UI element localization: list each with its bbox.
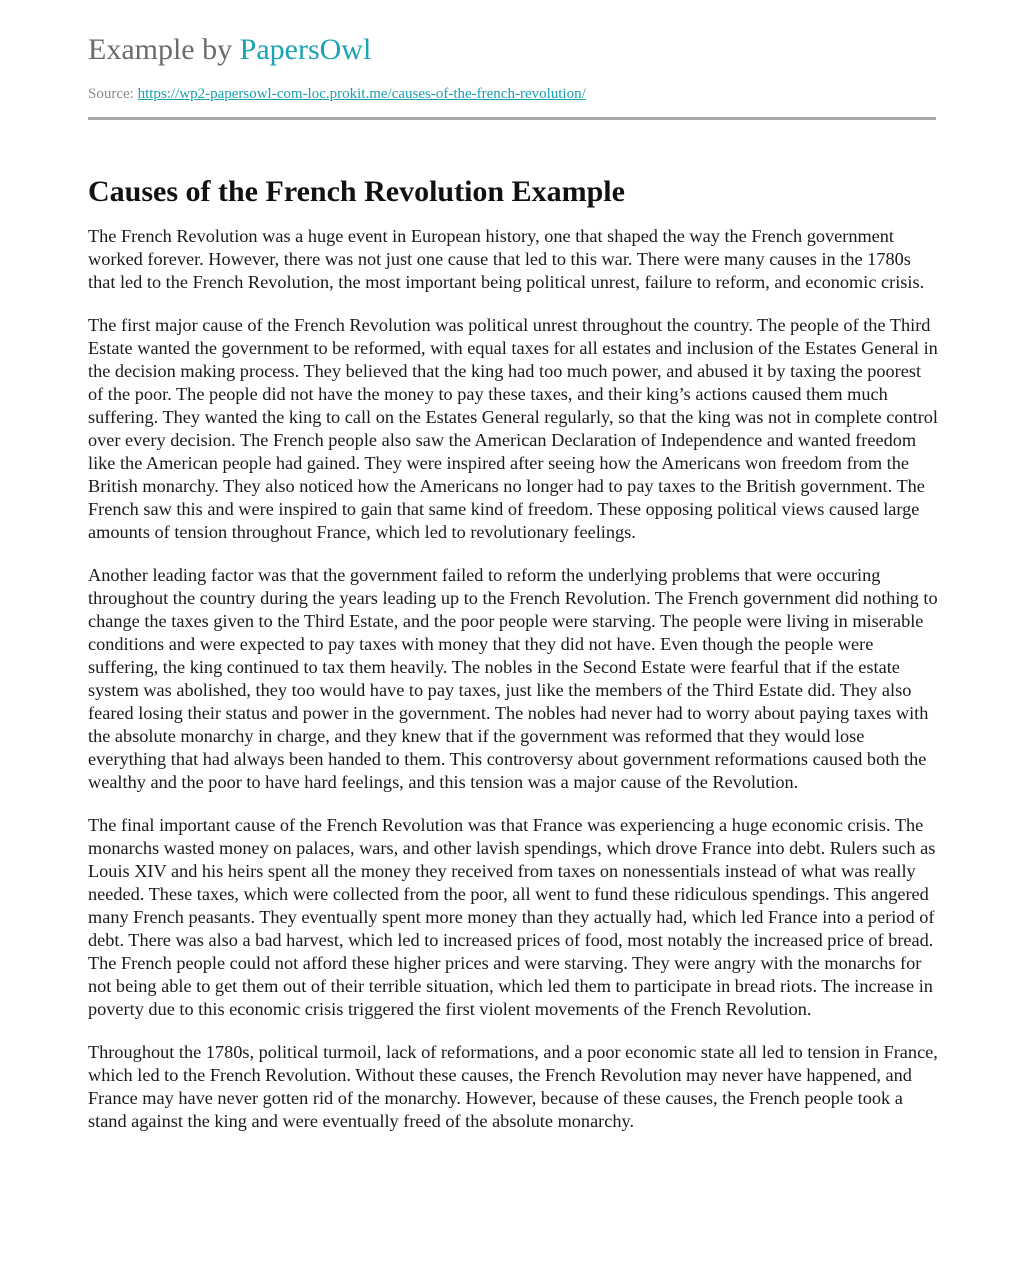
- header-divider: [88, 117, 936, 120]
- brand-prefix: Example by: [88, 33, 240, 66]
- paragraph-5: Throughout the 1780s, political turmoil, lack of reformations, and a poor economic state all led to tension in France, which led to the French Revolution. Without these causes, the French Revolution may never have happened, and France may have never gotten rid of the monarchy. However, because of these causes, the French people took a stand against the king and were eventually freed of the absolute monarchy.: [88, 1042, 938, 1131]
- paragraph-3: Another leading factor was that the government failed to reform the underlying problems that were occuring throughout the country during the years leading up to the French Revolution. The French government did nothing to change the taxes given to the Third Estate, and the poor people were starving. The people were living in miserable conditions and were expected to pay taxes with money that they did not have. Even though the people were suffering, the king continued to tax them heavily. The nobles in the Second Estate were fearful that if the estate system was abolished, they too would have to pay taxes, just like the members of the Third Estate did. They also feared losing their status and power in the government. The nobles had never had to worry about paying taxes with the absolute monarchy in charge, and they knew that if the government was reformed that they would lose everything that had always been handed to them. This controversy about government reformations caused both the wealthy and the poor to have hard feelings, and this tension was a major cause of the Revolution.: [88, 565, 938, 792]
- brand-name: PapersOwl: [239, 33, 372, 66]
- document-body: [88, 225, 938, 1133]
- paragraph-4: The final important cause of the French Revolution was that France was experiencing a huge economic crisis. The monarchs wasted money on palaces, wars, and other lavish spendings, which drove France into debt. Rulers such as Louis XIV and his heirs spent all the money they received from taxes on nonessentials instead of what was really needed. These taxes, which were collected from the poor, all went to fund these ridiculous spendings. This angered many French peasants. They eventually spent more money than they actually had, which led France into a period of debt. There was also a bad harvest, which led to increased prices of food, most notably the increased price of bread. The French people could not afford these higher prices and were starving. They were angry with the monarchs for not being able to get them out of their terrible situation, which led them to participate in bread riots. The increase in poverty due to this economic crisis triggered the first violent movements of the French Revolution.: [88, 815, 936, 1019]
- paragraph-1: The French Revolution was a huge event in European history, one that shaped the way the French government worked forever. However, there was not just one cause that led to this war. There were many causes in the 1780s that led to the French Revolution, the most important being political unrest, failure to reform, and economic crisis.: [88, 226, 925, 292]
- document-title: Causes of the French Revolution Example: [88, 175, 625, 208]
- source-link[interactable]: https://wp2-papersowl-com-loc.prokit.me/causes-of-the-french-revolution/: [137, 86, 586, 102]
- brand-header: [88, 30, 938, 70]
- page: [88, 30, 938, 1153]
- source-label: Source:: [88, 86, 138, 102]
- paragraph-2: The first major cause of the French Revolution was political unrest throughout the country. The people of the Third Estate wanted the government to be reformed, with equal taxes for all estates and inclusion of the Estates General in the decision making process. They believed that the king had too much power, and abused it by taxing the poorest of the poor. The people did not have the money to pay these taxes, and their king’s actions caused them much suffering. They wanted the king to call on the Estates General regularly, so that the king was not in complete control over every decision. The French people also saw the American Declaration of Independence and wanted freedom like the American people had gained. They were inspired after seeing how the Americans won freedom from the British monarchy. They also noticed how the Americans no longer had to pay taxes to the British government. The French saw this and were inspired to gain that same kind of freedom. These opposing political views caused large amounts of tension throughout France, which led to revolutionary feelings.: [88, 315, 939, 542]
- source-line: [88, 84, 938, 104]
